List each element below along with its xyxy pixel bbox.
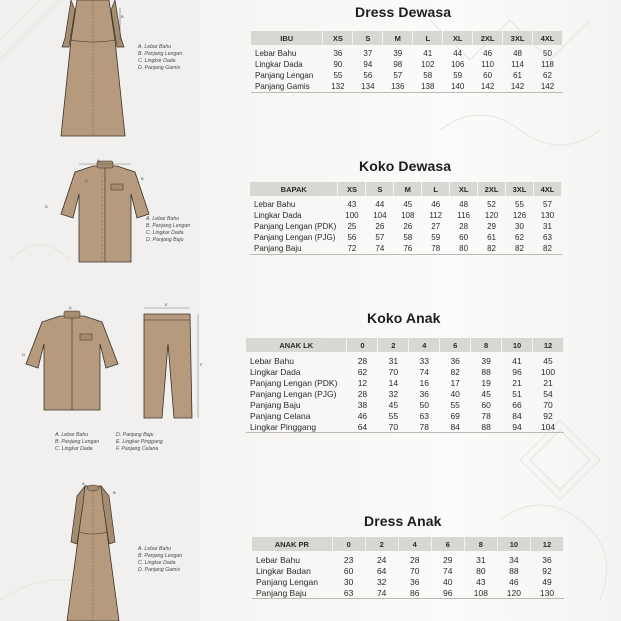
size-value-cell: 112 <box>429 211 443 220</box>
koko-dewasa-illustration <box>45 158 165 268</box>
size-header: 4XL <box>533 31 563 45</box>
size-value-cell: 32 <box>388 388 399 399</box>
size-value-cell: 34 <box>509 554 519 565</box>
size-value-cell: 57 <box>393 71 403 80</box>
size-value-cell: 55 <box>450 399 460 410</box>
size-header: 2 <box>378 338 409 352</box>
size-value-cell: 138 <box>421 82 435 91</box>
size-value-cell: 80 <box>459 244 469 253</box>
size-value-cell: 25 <box>347 222 357 231</box>
table-row <box>252 551 564 565</box>
size-header: L <box>413 31 443 45</box>
size-value-cell: 98 <box>393 60 403 69</box>
size-header: 2XL <box>473 31 503 45</box>
size-value-cell: 84 <box>512 410 522 421</box>
size-value-cell: 28 <box>357 355 368 366</box>
size-value-cell: 43 <box>347 200 357 209</box>
size-value-cell: 45 <box>388 399 399 410</box>
legend-item: A. Lebar Bahu <box>138 546 172 552</box>
row-label: Lebar Bahu <box>254 200 296 209</box>
size-value-cell: 19 <box>481 377 491 388</box>
koko-dewasa-title: Koko Dewasa <box>359 158 452 174</box>
dress-dewasa-illustration <box>55 0 140 140</box>
size-header: XS <box>323 31 353 45</box>
marker-d-label: D <box>45 204 48 209</box>
size-value-cell: 60 <box>481 399 491 410</box>
table-row <box>246 352 564 366</box>
marker-b-label: B <box>113 490 116 495</box>
size-value-cell: 45 <box>543 355 553 366</box>
legend-item: A. Lebar Bahu <box>146 216 180 222</box>
size-header: 6 <box>431 537 464 551</box>
size-header: 8 <box>464 537 497 551</box>
size-value-cell: 28 <box>459 222 469 231</box>
size-value-cell: 36 <box>419 388 429 399</box>
size-header: 4XL <box>533 182 561 196</box>
size-value-cell: 116 <box>457 211 471 220</box>
size-value-cell: 44 <box>453 49 463 58</box>
dress-anak-title: Dress Anak <box>364 513 442 529</box>
dress-anak-body <box>252 551 564 599</box>
size-value-cell: 108 <box>473 587 488 598</box>
size-header: XL <box>450 182 478 196</box>
size-header: L <box>422 182 450 196</box>
row-header: BAPAK <box>250 182 338 196</box>
size-header: 12 <box>530 537 563 551</box>
size-value-cell: 45 <box>481 388 491 399</box>
size-header: M <box>383 31 413 45</box>
size-value-cell: 142 <box>480 82 495 91</box>
table-row <box>251 45 563 59</box>
size-value-cell: 84 <box>450 421 460 432</box>
legend-item: B. Panjang Lengan <box>138 553 183 559</box>
table-header-row <box>250 182 562 196</box>
size-value-cell: 104 <box>373 211 387 220</box>
marker-a-label: A <box>69 305 72 310</box>
dress-anak-table <box>252 537 564 599</box>
koko-anak-legend-right <box>116 432 163 453</box>
size-value-cell: 33 <box>419 355 429 366</box>
size-value-cell: 88 <box>481 421 491 432</box>
size-value-cell: 55 <box>515 200 524 209</box>
size-value-cell: 88 <box>509 565 519 576</box>
row-header: IBU <box>251 31 323 45</box>
size-value-cell: 118 <box>541 60 554 69</box>
size-value-cell: 38 <box>357 399 368 410</box>
size-value-cell: 61 <box>513 71 522 80</box>
size-header: 4 <box>398 537 431 551</box>
row-label: Lebar Bahu <box>250 355 294 366</box>
size-value-cell: 46 <box>483 49 493 58</box>
size-value-cell: 82 <box>450 366 460 377</box>
row-header: ANAK LK <box>246 338 347 352</box>
row-label: Panjang Celana <box>250 410 311 421</box>
size-value-cell: 74 <box>419 366 429 377</box>
size-header: 6 <box>440 338 471 352</box>
size-value-cell: 39 <box>481 355 491 366</box>
size-value-cell: 66 <box>512 399 522 410</box>
legend-item: D. Panjang Gamis <box>138 65 181 71</box>
row-label: Panjang Baju <box>256 587 307 598</box>
size-value-cell: 96 <box>443 587 453 598</box>
size-value-cell: 41 <box>423 49 433 58</box>
row-label: Lingkar Dada <box>254 211 302 220</box>
size-value-cell: 142 <box>540 82 555 91</box>
size-value-cell: 74 <box>443 565 453 576</box>
koko-anak-illustration <box>22 300 212 430</box>
size-value-cell: 106 <box>450 60 465 69</box>
size-value-cell: 63 <box>543 233 552 242</box>
size-value-cell: 52 <box>487 200 497 209</box>
size-value-cell: 82 <box>543 244 552 253</box>
row-label: Panjang Lengan (PJG) <box>254 233 336 242</box>
size-value-cell: 104 <box>540 421 556 432</box>
size-header: S <box>366 182 394 196</box>
row-label: Lingkar Badan <box>256 565 311 576</box>
size-value-cell: 62 <box>515 233 524 242</box>
marker-a-label: A <box>82 482 85 486</box>
size-value-cell: 59 <box>431 233 441 242</box>
row-label: Panjang Lengan (PDK) <box>250 377 338 388</box>
size-value-cell: 63 <box>343 587 354 598</box>
table-row <box>250 232 562 243</box>
size-value-cell: 41 <box>512 355 522 366</box>
dress-dewasa-title: Dress Dewasa <box>355 4 452 20</box>
size-value-cell: 45 <box>403 200 413 209</box>
marker-a-label: A <box>97 158 100 163</box>
size-value-cell: 17 <box>450 377 460 388</box>
table-row <box>251 70 563 81</box>
table-row <box>251 81 563 93</box>
size-value-cell: 50 <box>419 399 429 410</box>
size-value-cell: 55 <box>333 71 343 80</box>
size-header: 10 <box>502 338 533 352</box>
size-value-cell: 46 <box>431 200 441 209</box>
table-row <box>252 576 564 587</box>
size-value-cell: 29 <box>443 554 453 565</box>
koko-dewasa-table <box>250 182 562 255</box>
size-value-cell: 36 <box>333 49 343 58</box>
size-header: XS <box>338 182 366 196</box>
size-header: 12 <box>533 338 564 352</box>
marker-c-label: C <box>85 178 88 183</box>
dress-dewasa-table <box>251 31 563 93</box>
size-value-cell: 78 <box>419 421 429 432</box>
size-value-cell: 134 <box>361 82 375 91</box>
legend-item: C. Lingkar Dada <box>138 58 176 64</box>
size-header: 4 <box>409 338 440 352</box>
size-value-cell: 58 <box>423 71 433 80</box>
size-value-cell: 63 <box>419 410 429 421</box>
table-row <box>246 377 564 388</box>
size-value-cell: 48 <box>459 200 469 209</box>
size-value-cell: 31 <box>476 554 486 565</box>
size-value-cell: 70 <box>543 399 553 410</box>
legend-item: A. Lebar Bahu <box>138 44 172 50</box>
table-row <box>246 399 564 410</box>
table-header-row <box>252 537 564 551</box>
size-value-cell: 21 <box>512 377 522 388</box>
size-value-cell: 58 <box>403 233 413 242</box>
size-value-cell: 26 <box>375 222 385 231</box>
dress-dewasa-body <box>251 45 563 93</box>
legend-item: C. Lingkar Dada <box>138 560 176 566</box>
size-value-cell: 90 <box>333 60 343 69</box>
size-value-cell: 69 <box>450 410 460 421</box>
size-value-cell: 114 <box>511 60 524 69</box>
dress-anak-legend <box>138 546 182 574</box>
row-label: Panjang Gamis <box>255 82 310 91</box>
size-value-cell: 40 <box>443 576 453 587</box>
size-value-cell: 57 <box>375 233 385 242</box>
size-value-cell: 56 <box>363 71 373 80</box>
size-value-cell: 46 <box>509 576 519 587</box>
size-value-cell: 62 <box>543 71 552 80</box>
legend-item: D. Panjang Gamis <box>138 567 181 573</box>
size-header: 3XL <box>503 31 533 45</box>
size-value-cell: 100 <box>540 366 556 377</box>
size-value-cell: 56 <box>347 233 357 242</box>
size-value-cell: 29 <box>487 222 497 231</box>
size-value-cell: 39 <box>393 49 403 58</box>
table-row <box>251 59 563 70</box>
row-label: Panjang Lengan (PDK) <box>254 222 337 231</box>
size-value-cell: 100 <box>345 211 359 220</box>
koko-anak-table <box>246 338 564 433</box>
size-value-cell: 54 <box>543 388 553 399</box>
legend-item: D. Panjang Baju <box>116 432 154 438</box>
size-value-cell: 46 <box>357 410 368 421</box>
table-row <box>252 565 564 576</box>
size-value-cell: 36 <box>410 576 420 587</box>
koko-anak-legend-left <box>55 432 99 453</box>
row-label: Lingkar Dada <box>250 366 301 377</box>
size-value-cell: 72 <box>347 244 357 253</box>
size-value-cell: 126 <box>512 211 527 220</box>
size-value-cell: 120 <box>484 211 499 220</box>
marker-f-label: F <box>200 362 203 367</box>
size-value-cell: 30 <box>515 222 524 231</box>
size-value-cell: 44 <box>375 200 385 209</box>
size-value-cell: 24 <box>376 554 387 565</box>
marker-d-label: D <box>22 352 25 357</box>
size-value-cell: 94 <box>363 60 373 69</box>
size-value-cell: 136 <box>391 82 405 91</box>
size-value-cell: 110 <box>481 60 494 69</box>
size-header: 0 <box>332 537 365 551</box>
size-header: 8 <box>471 338 502 352</box>
table-row <box>250 210 562 221</box>
row-label: Panjang Lengan <box>256 576 318 587</box>
size-value-cell: 64 <box>357 421 368 432</box>
size-value-cell: 59 <box>453 71 463 80</box>
size-value-cell: 74 <box>376 587 387 598</box>
size-value-cell: 32 <box>376 576 387 587</box>
table-row <box>250 243 562 255</box>
size-header: 2XL <box>478 182 506 196</box>
size-value-cell: 64 <box>376 565 387 576</box>
size-value-cell: 12 <box>357 377 368 388</box>
size-value-cell: 43 <box>476 576 486 587</box>
table-row <box>246 410 564 421</box>
legend-item: A. Lebar Bahu <box>55 432 89 438</box>
size-value-cell: 86 <box>410 587 420 598</box>
row-label: Lingkar Dada <box>255 60 303 69</box>
row-label: Panjang Lengan (PJG) <box>250 388 337 399</box>
legend-item: B. Panjang Lengan <box>138 51 183 57</box>
size-value-cell: 16 <box>419 377 429 388</box>
size-value-cell: 21 <box>543 377 553 388</box>
size-header: 10 <box>497 537 530 551</box>
size-value-cell: 92 <box>543 410 553 421</box>
table-header-row <box>251 31 563 45</box>
size-value-cell: 140 <box>450 82 465 91</box>
size-value-cell: 14 <box>388 377 399 388</box>
size-value-cell: 62 <box>357 366 368 377</box>
size-value-cell: 74 <box>375 244 385 253</box>
size-value-cell: 78 <box>431 244 441 253</box>
legend-item: E. Lingkar Pinggang <box>116 439 163 445</box>
size-value-cell: 37 <box>363 49 373 58</box>
marker-e-label: E <box>165 302 168 307</box>
table-header-row <box>246 338 564 352</box>
size-value-cell: 92 <box>542 565 552 576</box>
koko-anak-body <box>246 352 564 433</box>
size-value-cell: 55 <box>388 410 399 421</box>
size-value-cell: 49 <box>542 576 552 587</box>
size-value-cell: 48 <box>513 49 522 58</box>
size-value-cell: 130 <box>540 211 555 220</box>
size-value-cell: 82 <box>515 244 524 253</box>
row-label: Panjang Baju <box>254 244 302 253</box>
size-value-cell: 108 <box>401 211 415 220</box>
size-value-cell: 70 <box>388 421 399 432</box>
marker-b-label: B <box>141 176 144 181</box>
size-value-cell: 31 <box>543 222 552 231</box>
size-value-cell: 94 <box>512 421 522 432</box>
size-value-cell: 31 <box>388 355 399 366</box>
legend-item: F. Panjang Celana <box>116 446 159 452</box>
size-value-cell: 28 <box>357 388 368 399</box>
table-row <box>250 221 562 232</box>
size-header: M <box>394 182 422 196</box>
size-value-cell: 76 <box>403 244 413 253</box>
size-header: 2 <box>365 537 398 551</box>
size-value-cell: 88 <box>481 366 491 377</box>
row-header: ANAK PR <box>252 537 332 551</box>
size-value-cell: 23 <box>343 554 354 565</box>
size-header: 3XL <box>506 182 534 196</box>
dress-anak-illustration <box>55 482 145 621</box>
size-value-cell: 51 <box>512 388 522 399</box>
size-value-cell: 36 <box>542 554 552 565</box>
size-value-cell: 28 <box>410 554 420 565</box>
size-value-cell: 120 <box>506 587 521 598</box>
marker-b-label: B <box>121 14 124 19</box>
size-value-cell: 50 <box>543 49 552 58</box>
size-value-cell: 36 <box>450 355 460 366</box>
size-value-cell: 130 <box>539 587 555 598</box>
dress-dewasa-legend <box>138 44 182 72</box>
size-value-cell: 30 <box>343 576 354 587</box>
koko-dewasa-legend <box>146 216 190 244</box>
size-value-cell: 61 <box>487 233 497 242</box>
table-row <box>246 366 564 377</box>
size-value-cell: 60 <box>483 71 493 80</box>
size-value-cell: 70 <box>388 366 399 377</box>
row-label: Lebar Bahu <box>255 49 297 58</box>
size-value-cell: 57 <box>543 200 552 209</box>
table-row <box>250 196 562 210</box>
legend-item: D. Panjang Baju <box>146 237 184 243</box>
size-value-cell: 132 <box>331 82 345 91</box>
legend-item: C. Lingkar Dada <box>146 230 184 236</box>
table-row <box>246 421 564 433</box>
size-value-cell: 80 <box>476 565 486 576</box>
size-value-cell: 102 <box>421 60 435 69</box>
legend-item: B. Panjang Lengan <box>146 223 191 229</box>
table-row <box>246 388 564 399</box>
table-row <box>252 587 564 599</box>
koko-anak-title: Koko Anak <box>367 310 441 326</box>
size-value-cell: 82 <box>487 244 497 253</box>
size-value-cell: 27 <box>431 222 441 231</box>
legend-item: B. Panjang Lengan <box>55 439 100 445</box>
size-value-cell: 96 <box>512 366 522 377</box>
size-value-cell: 26 <box>403 222 413 231</box>
size-value-cell: 70 <box>410 565 420 576</box>
row-label: Panjang Baju <box>250 399 301 410</box>
size-value-cell: 60 <box>343 565 354 576</box>
row-label: Lingkar Pinggang <box>250 421 317 432</box>
size-value-cell: 78 <box>481 410 491 421</box>
legend-item: C. Lingkar Dada <box>55 446 93 452</box>
size-header: 0 <box>347 338 378 352</box>
row-label: Lebar Bahu <box>256 554 300 565</box>
koko-dewasa-body <box>250 196 562 255</box>
size-value-cell: 142 <box>510 82 525 91</box>
row-label: Panjang Lengan <box>255 71 314 80</box>
size-value-cell: 40 <box>450 388 460 399</box>
size-header: S <box>353 31 383 45</box>
size-header: XL <box>443 31 473 45</box>
size-value-cell: 60 <box>459 233 469 242</box>
